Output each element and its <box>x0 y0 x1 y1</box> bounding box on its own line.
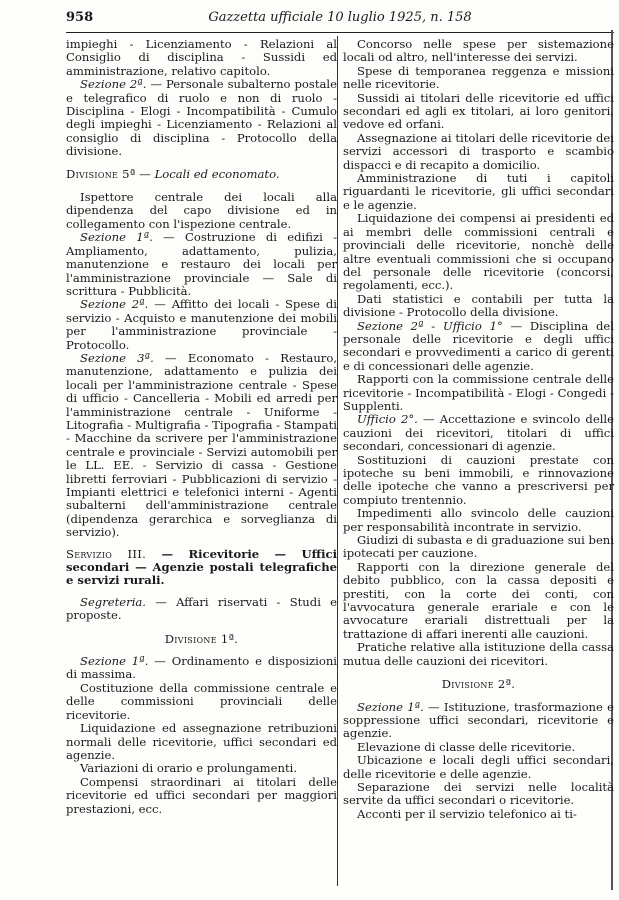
paragraph: Spese di temporanea reggenza e missioni nelle ricevitorie. <box>343 63 614 92</box>
paragraph: Dati statistici e contabili per tutta la divisione - Protocollo della divisione. <box>343 291 614 320</box>
paragraph: impieghi - Licenziamento - Relazioni al Consiglio di disciplina - Sussidi ed amministrazione, relativo capitolo. <box>66 37 337 78</box>
paragraph: Ispettore centrale dei locali alla dipendenza del capo divisione ed in collegamento con l'ispezione centrale. <box>66 190 337 231</box>
paragraph: Concorso nelle spese per sistemazione locali od altro, nell'interesse dei servizi. <box>343 37 614 65</box>
paragraph: Sezione 2ª. — Affitto dei locali - Spese di servizio - Acquisto e manutenzione dei mobili per l'amministrazione provinciale - Protocollo. <box>66 297 338 352</box>
paragraph: Sezione 2ª - Ufficio 1° — Disciplina del personale delle ricevitorie e degli uffici secondari e provvedimenti a carico di gerenti e di concessionari delle agenzie. <box>343 318 614 373</box>
paragraph: Sezione 1ª. — Costruzione di edifizi - Ampliamento, adattamento, pulizia, manutenzione e restauro dei locali per l'amministrazione provinciale — Sale di scrittura - Pubblicità. <box>66 230 338 298</box>
division-heading: Divisione 2ª. <box>441 677 516 692</box>
paragraph: Rapporti con la direzione generale del debito pubblico, con la cassa depositi e prestiti, con la corte dei conti, con l'avvocatura generale erariale e con le avvocature erariali distrettuali per la trattazione di affari inerenti alle cauzioni. <box>343 559 614 641</box>
paragraph: Assegnazione ai titolari delle ricevitorie dei servizi accessori di trasporto e scambio dispacci e di recapito a domicilio. <box>343 130 614 172</box>
paragraph: Liquidazione dei compensi ai presidenti ed ai membri delle commissioni centrali e provinciali delle ricevitorie, nonchè delle altre eventuali commissioni che si occupano del personale delle ricevitorie (concorsi, regolamenti, ecc.). <box>343 211 614 293</box>
division-heading: Divisione 1ª. <box>164 631 239 646</box>
left-column <box>66 38 337 816</box>
right-column <box>343 38 614 821</box>
paragraph: Elevazione di classe delle ricevitorie. <box>357 739 576 754</box>
paragraph: Impedimenti allo svincolo delle cauzioni per responsabilità incontrate in servizio. <box>343 506 614 534</box>
division-heading: Divisione 5ª — Locali ed economato. <box>66 166 280 181</box>
paragraph: Sezione 3ª. — Economato - Restauro, manutenzione, adattamento e pulizia dei locali per l'amministrazione centrale - Spese di ufficio - Cancelleria - Mobili ed arredi per l'amministrazione centrale - Uniforme - Litografia - Multigrafia - Tipografia - Stampati - Macchine da scrivere per l'amministrazione centrale e provinciale - Servizi automobili per le LL. EE. - Servizio di cassa - Gestione libretti ferroviari - Pubblicazioni di servizio - Impianti elettrici e telefonici interni - Agenti subalterni dell'amministrazione centrale (dipendenza gerarchica e sorveglianza di servizio). <box>66 350 338 540</box>
header-rule <box>66 32 614 33</box>
paragraph: Segreteria. — Affari riservati - Studi e proposte. <box>66 594 337 623</box>
paragraph: Sezione 1ª. — Istituzione, trasformazione e soppressione uffici secondari, ricevitorie e agenzie. <box>343 699 614 741</box>
paragraph: Ufficio 2°. — Accettazione e svincolo delle cauzioni dei ricevitori, titolari di uffici secondari, concessionari di agenzie. <box>343 412 614 454</box>
paragraph: Compensi straordinari ai titolari delle ricevitorie ed uffici secondari per maggiori prestazioni, ecc. <box>66 774 337 816</box>
page-header <box>66 8 614 30</box>
paragraph: Liquidazione ed assegnazione retribuzioni normali delle ricevitorie, uffici secondari ed agenzie. <box>66 721 337 762</box>
paragraph: Pratiche relative alla istituzione della cassa mutua delle cauzioni dei ricevitori. <box>343 640 614 668</box>
service-heading: Servizio III. — Ricevitorie — Uffici secondari — Agenzie postali telegrafiche e servizi rurali. <box>66 546 338 588</box>
paragraph: Rapporti con la commissione centrale delle ricevitorie - Incompatibilità - Elogi - Congedi - Supplenti. <box>343 372 614 413</box>
paragraph: Ubicazione e locali degli uffici secondari, delle ricevitorie e delle agenzie. <box>343 753 614 781</box>
paragraph: Costituzione della commissione centrale e delle commissioni provinciali delle ricevitorie. <box>66 680 337 722</box>
paragraph: Sezione 2ª. — Personale subalterno postale e telegrafico di ruolo e non di ruolo - Disciplina - Elogi - Incompatibilità - Cumulo degli impieghi - Licenziamento - Relazioni al consiglio di disciplina - Protocollo della divisione. <box>66 77 338 159</box>
page-number: 958 <box>66 10 94 25</box>
paragraph: Sostituzioni di cauzioni prestate con ipoteche su beni immobili, e rinnovazione delle ipoteche che vanno a prescriversi per compiuto trentennio. <box>343 452 614 507</box>
paragraph: Separazione dei servizi nelle località servite da uffici secondari o ricevitorie. <box>343 779 614 808</box>
paragraph: Sussidi ai titolari delle ricevitorie ed uffici secondari ed agli ex titolari, ai loro genitori, vedove ed orfani. <box>343 90 614 132</box>
paragraph: Giudizi di subasta e di graduazione sui beni ipotecati per cauzione. <box>343 533 614 561</box>
column-divider <box>337 36 338 886</box>
running-title: Gazzetta ufficiale 10 luglio 1925, n. 158 <box>208 10 472 25</box>
paragraph: Sezione 1ª. — Ordinamento e disposizioni di massima. <box>66 654 338 682</box>
paragraph: Amministrazione di tuti i capitoli riguardanti le ricevitorie, gli uffici secondari e le agenzie. <box>343 171 614 212</box>
paragraph: Variazioni di orario e prolungamenti. <box>80 761 298 776</box>
paragraph: Acconti per il servizio telefonico ai ti- <box>357 806 577 821</box>
